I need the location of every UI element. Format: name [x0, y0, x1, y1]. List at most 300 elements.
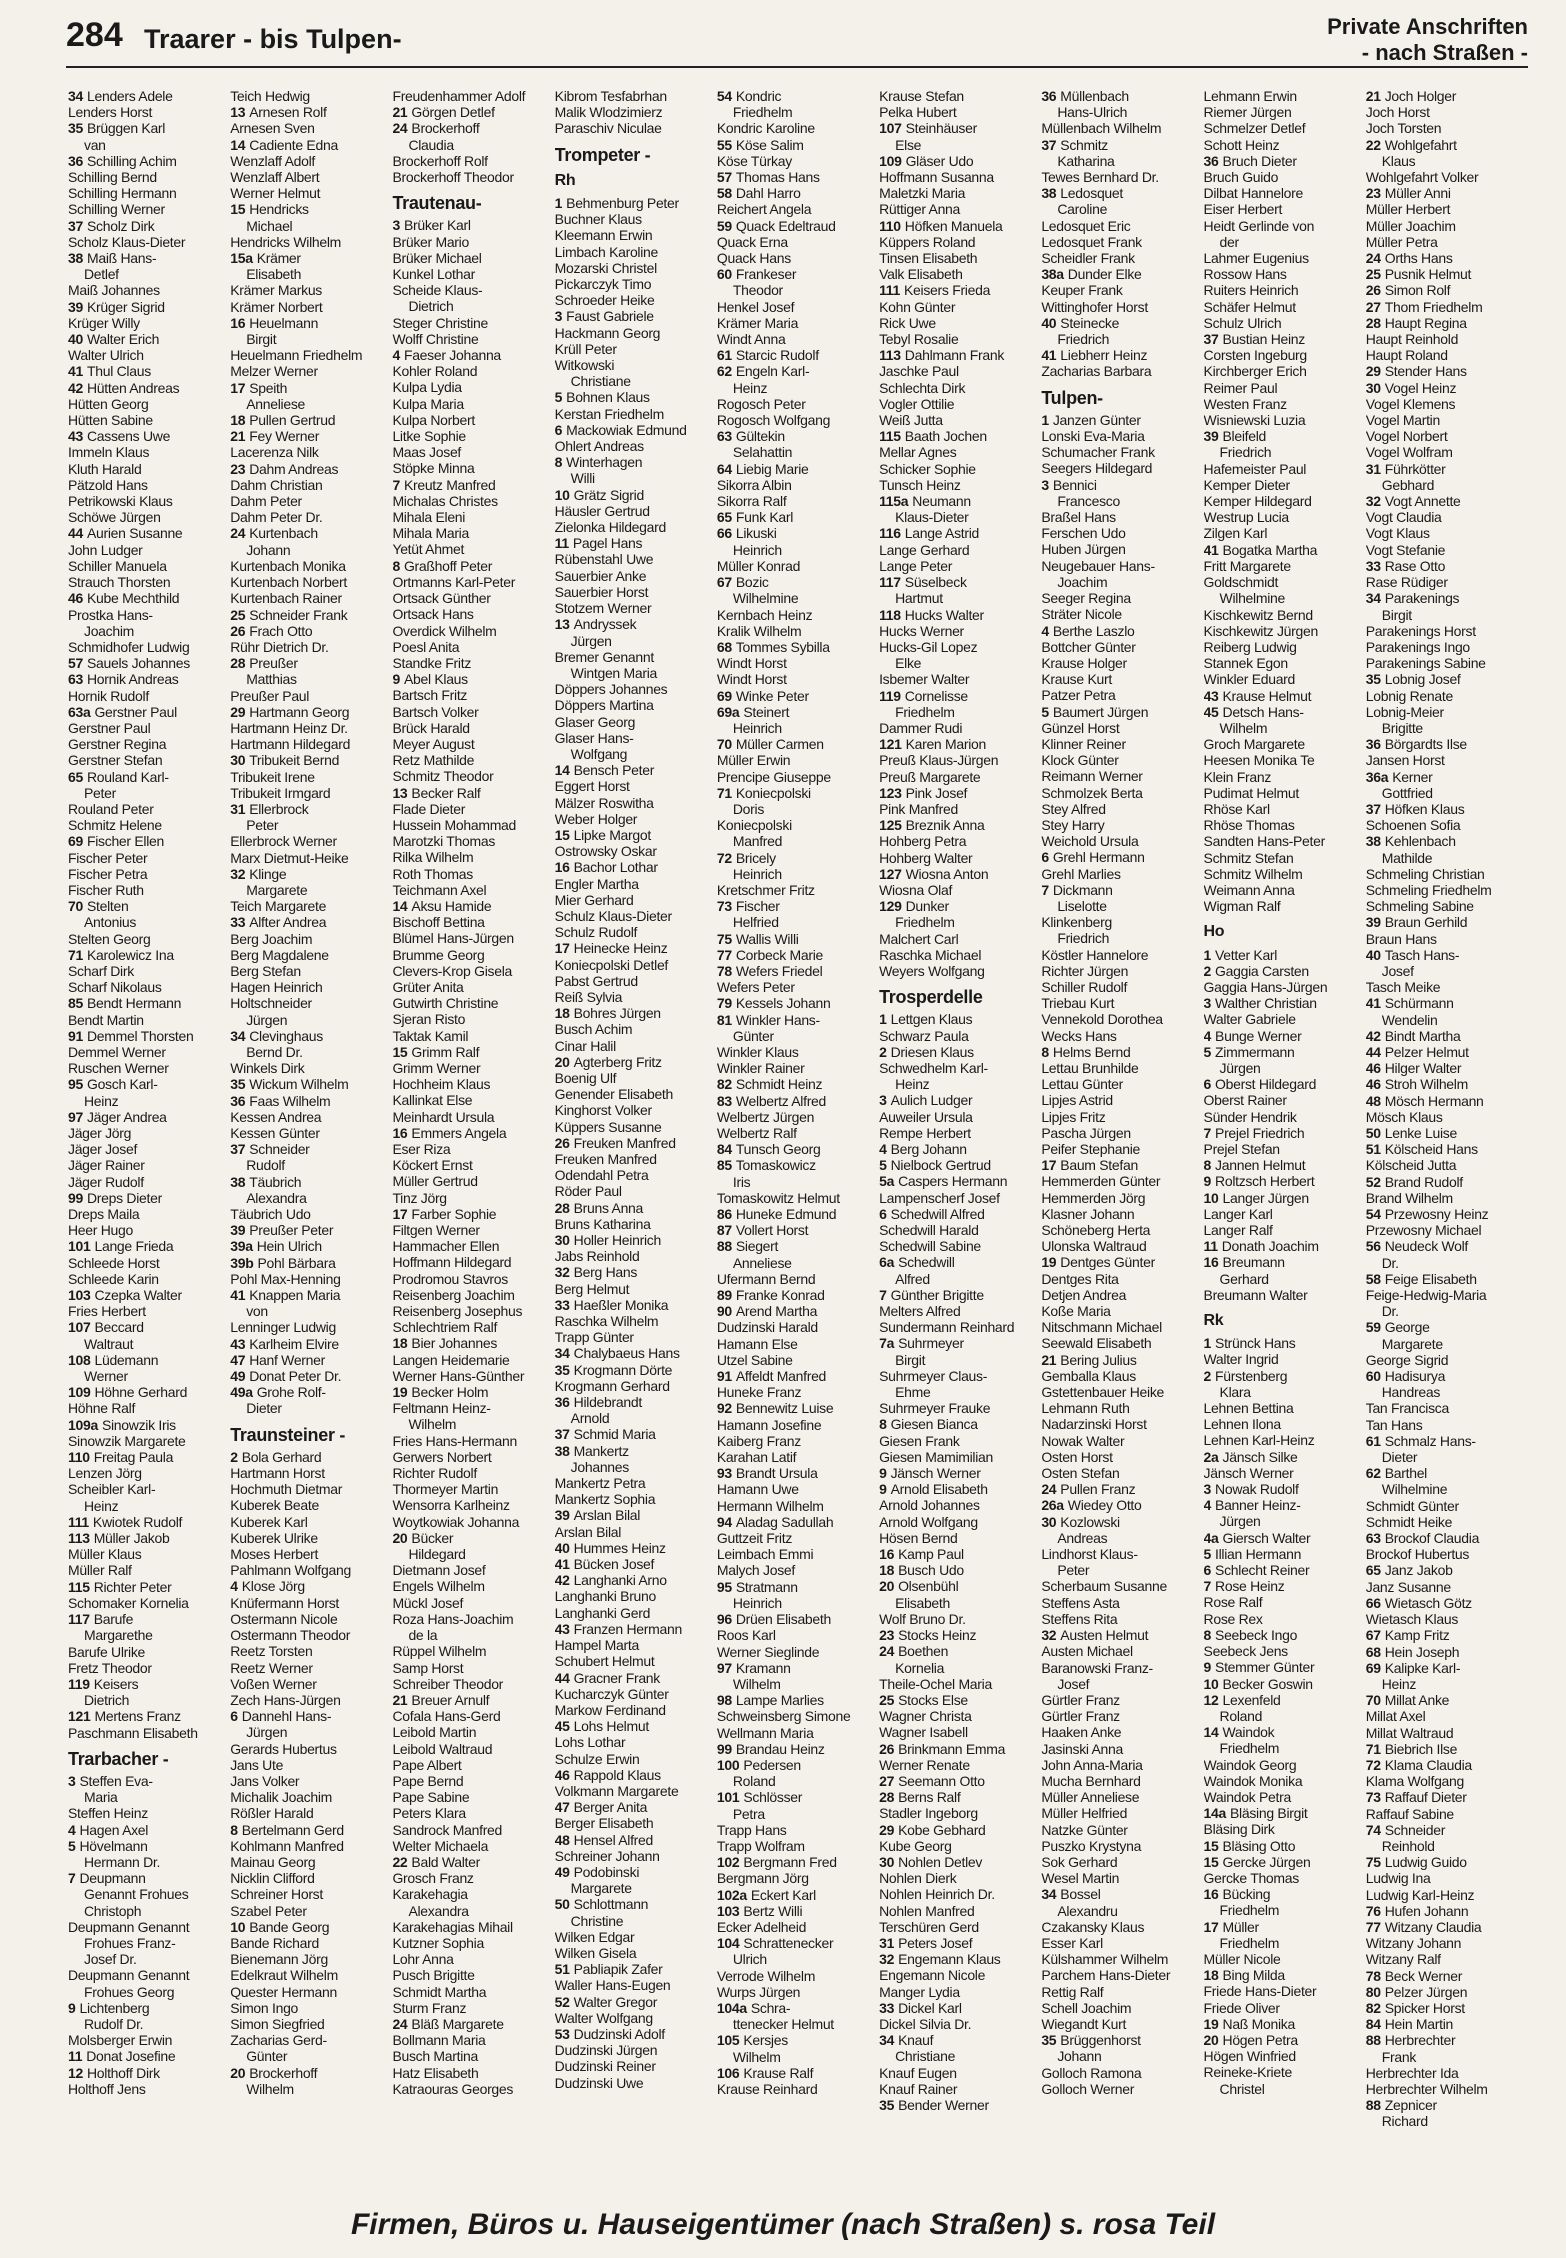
resident-name: Wilken Gisela [554, 1944, 637, 1961]
resident-name: Ludwig Ina [1365, 1870, 1431, 1887]
resident-name: Millat Anke [1384, 1692, 1450, 1709]
resident-entry [392, 1757, 550, 1773]
resident-entry [1204, 1044, 1362, 1060]
resident-name: Lohs Lothar [554, 1734, 626, 1751]
resident-name: Petrikowski Klaus [68, 493, 173, 510]
resident-entry [230, 218, 388, 234]
resident-entry [1366, 1725, 1524, 1741]
house-number: 2a [1203, 1448, 1219, 1465]
resident-entry [68, 120, 226, 136]
resident-name: Keuper Frank [1041, 282, 1123, 299]
resident-name: Arslan Bilal [573, 1507, 641, 1524]
resident-entry [230, 396, 388, 412]
resident-name: Hartmann Georg [249, 703, 350, 720]
resident-entry [1204, 1578, 1362, 1594]
resident-name: Jäger Rainer [68, 1157, 145, 1174]
house-number: 47 [554, 1799, 570, 1816]
house-number: 62 [1365, 1465, 1381, 1482]
house-number: 22 [392, 1853, 408, 1870]
resident-name: Nowak Walter [1041, 1432, 1125, 1449]
resident-entry [1204, 1287, 1362, 1303]
resident-entry [68, 1174, 226, 1190]
resident-name: Hösen Bernd [879, 1529, 958, 1546]
resident-entry [1204, 1335, 1362, 1351]
resident-entry [1366, 866, 1524, 882]
section-subtitle: - nach Straßen - [1361, 40, 1528, 65]
resident-entry [1366, 639, 1524, 655]
resident-entry [555, 681, 713, 697]
resident-entry [68, 2081, 226, 2097]
resident-entry [1204, 282, 1362, 298]
resident-name: Schmidt Günter [1365, 1497, 1459, 1514]
resident-entry [392, 1708, 550, 1724]
resident-entry [230, 1157, 388, 1173]
resident-name: Seegers Hildegard [1041, 460, 1153, 477]
resident-name: Breuer Arnulf [411, 1691, 490, 1708]
resident-name: Köstler Hannelore [1041, 946, 1149, 963]
resident-name: Kuberek Karl [230, 1513, 308, 1530]
house-number: 4 [1041, 622, 1049, 639]
resident-entry [555, 1038, 713, 1054]
house-number: 38a [1041, 266, 1064, 283]
resident-entry [1204, 1724, 1362, 1740]
resident-name: Schneider [249, 1141, 310, 1158]
resident-entry [392, 1660, 550, 1676]
resident-entry [392, 1967, 550, 1983]
resident-entry [68, 331, 226, 347]
resident-entry [1366, 1028, 1524, 1044]
resident-entry [1204, 428, 1362, 444]
resident-name: Küppers Susanne [554, 1118, 662, 1135]
resident-entry [879, 1157, 1037, 1173]
resident-name: Krämer Markus [230, 282, 323, 299]
resident-entry [68, 623, 226, 639]
resident-name: Heuelmann Friedhelm [230, 347, 363, 364]
directory-column [879, 88, 1037, 2168]
house-number: 53 [554, 2025, 570, 2042]
house-number: 21 [1041, 1351, 1057, 1368]
resident-name: Lange Peter [879, 557, 953, 574]
resident-entry [68, 1773, 226, 1789]
resident-entry [879, 866, 1037, 882]
resident-entry [230, 1206, 388, 1222]
resident-name: Blümel Hans-Jürgen [392, 930, 514, 947]
resident-entry [1366, 1206, 1524, 1222]
resident-name: Börgardts Ilse [1384, 736, 1467, 753]
resident-entry [1366, 1579, 1524, 1595]
resident-entry [555, 1621, 713, 1637]
resident-name: Bogatka Martha [1222, 541, 1318, 558]
resident-entry [1366, 153, 1524, 169]
resident-entry [717, 234, 875, 250]
resident-name: Auweiler Ursula [879, 1108, 973, 1125]
page-footer: Firmen, Büros u. Hauseigentümer (nach Straßen) s. rosa Teil [350, 2208, 1216, 2241]
house-number: 2 [1203, 1367, 1212, 1384]
resident-entry [230, 1287, 388, 1303]
directory-column [1041, 88, 1199, 2168]
resident-name: Holthoff Jens [68, 2080, 146, 2097]
resident-name: Quack Hans [716, 250, 791, 267]
resident-name: Bläß Margarete [411, 2015, 504, 2032]
resident-entry [717, 1433, 875, 1449]
resident-entry [555, 1183, 713, 1199]
resident-name: Knappen Maria [249, 1287, 341, 1304]
resident-name: Driesen Klaus [890, 1043, 974, 1060]
resident-name: Süselbeck [904, 574, 967, 591]
resident-entry [1041, 1546, 1199, 1562]
resident-name: Doris [732, 800, 765, 817]
resident-name: Dickel Karl [898, 1999, 962, 2016]
resident-name: Lobnig Josef [1384, 671, 1461, 688]
resident-name: Tunsch Heinz [879, 476, 961, 493]
resident-name: Aurien Susanne [86, 525, 183, 542]
resident-entry [392, 1190, 550, 1206]
resident-name: Heuelmann [249, 314, 319, 331]
resident-name: Thomas Hans [735, 169, 820, 186]
house-number: 13 [392, 784, 408, 801]
resident-name: Thom Friedhelm [1384, 298, 1483, 315]
resident-entry [392, 379, 550, 395]
resident-name: Sauerbier Anke [554, 567, 647, 584]
resident-entry [555, 1686, 713, 1702]
resident-name: Jürgen [570, 632, 612, 649]
resident-name: Bier Johannes [411, 1335, 498, 1352]
resident-entry [555, 2075, 713, 2091]
resident-name: Dahm Peter [230, 493, 302, 510]
resident-name: Gürtler Franz [1041, 1708, 1120, 1725]
resident-entry [392, 315, 550, 331]
resident-entry [1366, 1951, 1524, 1967]
house-number: 39b [230, 1254, 254, 1271]
resident-name: Braun Gerhild [1384, 914, 1468, 931]
resident-name: Wohlgefahrt [1384, 136, 1457, 153]
resident-entry [1204, 590, 1362, 606]
resident-entry [1041, 898, 1199, 914]
resident-name: Vogt Claudia [1365, 509, 1442, 526]
resident-name: Walter Ulrich [68, 347, 144, 364]
resident-entry [230, 2048, 388, 2064]
resident-name: Hamann Else [716, 1335, 798, 1352]
directory-column [555, 88, 713, 2168]
resident-entry [68, 380, 226, 396]
resident-name: Deupmann Genannt [68, 1967, 190, 1984]
house-number: 103 [716, 1902, 740, 1919]
resident-name: Jürgen [246, 1011, 288, 1028]
resident-name: Boenig Ulf [554, 1069, 617, 1086]
house-number: 66 [1365, 1594, 1381, 1611]
resident-name: Schmidt Heike [1365, 1513, 1453, 1530]
resident-name: Aulich Ludger [890, 1092, 973, 1109]
resident-entry [879, 444, 1037, 460]
house-number: 6 [879, 1205, 887, 1222]
resident-entry [879, 1011, 1037, 1027]
resident-name: Zielonka Hildegard [554, 519, 666, 536]
resident-name: Friede Oliver [1203, 1999, 1280, 2016]
resident-name: Wittinghofer Horst [1041, 298, 1148, 315]
resident-name: Breznik Anna [905, 817, 985, 834]
resident-name: Suhrmeyer Claus- [879, 1367, 988, 1384]
resident-name: Isbemer Walter [879, 671, 970, 688]
resident-name: Lettgen Klaus [890, 1011, 973, 1028]
resident-name: Knauf Rainer [879, 2080, 958, 2097]
resident-name: Bruns Katharina [554, 1215, 651, 1232]
resident-entry [68, 1336, 226, 1352]
resident-name: Bläsing Birgit [1230, 1805, 1308, 1822]
house-number: 46 [1365, 1060, 1381, 1077]
resident-name: Tunsch Georg [735, 1141, 821, 1158]
resident-entry [555, 1653, 713, 1669]
resident-entry [555, 697, 713, 713]
resident-name: Leibold Waltraud [392, 1740, 493, 1757]
resident-name: Bohres Jürgen [573, 1005, 661, 1022]
resident-name: Millat Axel [1365, 1708, 1426, 1725]
resident-entry [717, 1838, 875, 1854]
house-number: 52 [554, 1993, 570, 2010]
resident-name: Koniecpolski [716, 817, 792, 834]
resident-entry [717, 1822, 875, 1838]
resident-entry [879, 1238, 1037, 1254]
resident-entry [1041, 266, 1199, 282]
house-number: 15 [554, 826, 570, 843]
house-number: 39a [230, 1238, 253, 1255]
resident-entry [1204, 1092, 1362, 1108]
house-number: 32 [1041, 1627, 1057, 1644]
resident-entry [1204, 461, 1362, 477]
resident-entry [717, 428, 875, 444]
house-number: 69 [1365, 1659, 1381, 1676]
resident-name: Hucks Walter [904, 606, 984, 623]
resident-entry [1204, 963, 1362, 979]
house-number: 99 [716, 1740, 732, 1757]
resident-entry [1366, 477, 1524, 493]
resident-name: Meyer August [392, 735, 475, 752]
resident-entry [1366, 347, 1524, 363]
resident-name: Margarete [1381, 1335, 1443, 1352]
resident-name: Pascha Jürgen [1041, 1124, 1131, 1141]
resident-name: Bing Milda [1222, 1967, 1285, 1984]
house-number: 34 [1365, 590, 1381, 607]
house-number: 5 [68, 1837, 76, 1854]
resident-name: Hamann Uwe [716, 1481, 799, 1498]
house-number: 18 [230, 412, 246, 429]
resident-entry [392, 785, 550, 801]
resident-name: Lehnen Karl-Heinz [1203, 1432, 1315, 1449]
resident-entry [879, 1044, 1037, 1060]
resident-name: Stelten [86, 898, 129, 915]
resident-entry [230, 607, 388, 623]
resident-name: Heinz [732, 379, 768, 396]
house-number: 8 [1203, 1626, 1212, 1643]
resident-name: Kerner [1392, 768, 1433, 785]
resident-entry [392, 1076, 550, 1092]
resident-entry [230, 833, 388, 849]
resident-name: Heidt Gerlinde von [1203, 217, 1315, 234]
resident-entry [1041, 493, 1199, 509]
resident-name: Schra- [750, 1999, 791, 2016]
resident-entry [1366, 461, 1524, 477]
resident-entry [1204, 1060, 1362, 1076]
house-number: 42 [554, 1572, 570, 1589]
resident-name: Kunkel Lothar [392, 266, 475, 283]
resident-entry [230, 2081, 388, 2097]
resident-entry [555, 535, 713, 551]
resident-entry [555, 568, 713, 584]
resident-name: Gerstner Stefan [68, 752, 163, 769]
resident-entry [879, 1578, 1037, 1594]
resident-name: Theodor [732, 282, 783, 299]
resident-entry [879, 380, 1037, 396]
resident-entry [392, 947, 550, 963]
house-number: 3 [1203, 995, 1212, 1012]
resident-name: Schulz Ulrich [1203, 314, 1282, 331]
resident-entry [1041, 785, 1199, 801]
house-number: 1 [554, 195, 563, 212]
resident-entry [230, 1141, 388, 1157]
house-number: 30 [1365, 379, 1381, 396]
resident-name: Ledosquet Eric [1041, 217, 1131, 234]
directory-column [392, 88, 550, 2168]
resident-entry [1366, 1190, 1524, 1206]
house-number: 10 [1203, 1189, 1219, 1206]
resident-name: Kube Georg [879, 1837, 952, 1854]
resident-entry [879, 1822, 1037, 1838]
resident-entry [555, 633, 713, 649]
resident-entry [555, 584, 713, 600]
house-number: 102 [716, 1854, 740, 1871]
resident-entry [1041, 930, 1199, 946]
resident-name: Pelka Hubert [879, 104, 957, 121]
resident-name: Högen Petra [1222, 2031, 1298, 2048]
resident-name: Maria [84, 1789, 118, 1806]
resident-entry [717, 1887, 875, 1903]
resident-name: Hartmann Hildegard [230, 736, 351, 753]
resident-entry [1204, 137, 1362, 153]
resident-name: Witzany Johann [1365, 1935, 1462, 1952]
resident-entry [717, 1060, 875, 1076]
house-number: 59 [716, 217, 732, 234]
resident-name: Brumme Georg [392, 946, 485, 963]
resident-name: Koße Maria [1041, 1303, 1111, 1320]
resident-entry [392, 1919, 550, 1935]
resident-entry [879, 688, 1037, 704]
resident-name: Meinhardt Ursula [392, 1108, 495, 1125]
resident-name: Hartmann Horst [230, 1465, 325, 1482]
resident-entry [879, 1028, 1037, 1044]
resident-entry [1366, 623, 1524, 639]
resident-entry [1366, 671, 1524, 687]
resident-entry [392, 1514, 550, 1530]
resident-name: Janz Jakob [1384, 1562, 1453, 1579]
resident-name: Windt Anna [716, 331, 786, 348]
resident-name: Roland [1219, 1707, 1263, 1724]
house-number: 24 [230, 525, 246, 542]
resident-entry [555, 1426, 713, 1442]
resident-entry [879, 1530, 1037, 1546]
resident-name: Grehl Marlies [1041, 865, 1121, 882]
resident-name: Golloch Werner [1041, 2080, 1135, 2097]
resident-name: Holthoff Dirk [86, 2064, 160, 2081]
resident-entry [555, 1815, 713, 1831]
resident-entry [392, 137, 550, 153]
resident-entry [230, 412, 388, 428]
house-number: 111 [879, 282, 901, 299]
resident-name: Lichtenberg [79, 1999, 150, 2016]
resident-entry [68, 412, 226, 428]
resident-name: Gercke Jürgen [1222, 1853, 1311, 1870]
resident-entry [879, 898, 1037, 914]
resident-entry [1366, 882, 1524, 898]
resident-name: Schreiner Horst [230, 1886, 323, 1903]
resident-name: Schedwill Harald [879, 1222, 979, 1239]
resident-name: Högen Winfried [1203, 2048, 1296, 2065]
resident-name: Richter Rudolf [392, 1465, 477, 1482]
resident-name: Klinner Reiner [1041, 735, 1126, 752]
resident-name: Rossow Hans [1203, 266, 1287, 283]
resident-entry [392, 153, 550, 169]
house-number: 35 [230, 1076, 246, 1093]
house-number: 22 [1365, 136, 1381, 153]
resident-entry [879, 1773, 1037, 1789]
resident-entry [230, 785, 388, 801]
resident-name: Lahmer Eugenius [1203, 250, 1309, 267]
resident-name: Schlechtriem Ralf [392, 1319, 498, 1336]
house-number: 4a [1203, 1529, 1219, 1546]
resident-name: Peters Josef [898, 1934, 973, 1951]
house-number: 88 [716, 1238, 732, 1255]
resident-entry [555, 1248, 713, 1264]
resident-name: Bruch Dieter [1222, 152, 1297, 169]
resident-name: Stratmann [735, 1578, 798, 1595]
resident-entry [392, 234, 550, 250]
resident-name: Ulrich [732, 1951, 767, 1968]
resident-name: Gerstner Paul [94, 703, 177, 720]
resident-entry [1204, 1206, 1362, 1222]
resident-entry [555, 1167, 713, 1183]
house-number: 41 [1203, 541, 1219, 558]
resident-name: Schumacher Frank [1041, 444, 1155, 461]
resident-name: Walter Gregor [573, 1993, 658, 2010]
resident-name: Frach Otto [249, 622, 313, 639]
resident-name: Jänsch Silke [1222, 1448, 1298, 1465]
resident-name: Podobinski [573, 1863, 640, 1880]
resident-name: Tebyl Rosalie [879, 331, 959, 348]
resident-entry [879, 1967, 1037, 1983]
resident-entry [1041, 1822, 1199, 1838]
resident-entry [555, 2042, 713, 2058]
resident-name: Karakehagias Mihail [392, 1918, 513, 1935]
resident-entry [230, 704, 388, 720]
resident-entry [1204, 1125, 1362, 1141]
resident-name: Peter [1057, 1562, 1090, 1579]
resident-entry [230, 1805, 388, 1821]
resident-name: Dentges Rita [1041, 1270, 1119, 1287]
resident-name: Maletzki Maria [879, 185, 966, 202]
resident-entry [1041, 1951, 1199, 1967]
resident-name: Mackowiak Edmund [566, 421, 687, 438]
resident-entry [1366, 1417, 1524, 1433]
resident-entry [1366, 1076, 1524, 1092]
resident-name: Ufermann Bernd [716, 1270, 816, 1287]
house-number: 4 [1203, 1497, 1212, 1514]
resident-name: Karen Marion [905, 736, 987, 753]
resident-entry [555, 292, 713, 308]
resident-entry [230, 1076, 388, 1092]
resident-entry [555, 859, 713, 875]
resident-entry [879, 1708, 1037, 1724]
resident-entry [555, 1977, 713, 1993]
resident-entry [230, 185, 388, 201]
resident-entry [68, 477, 226, 493]
